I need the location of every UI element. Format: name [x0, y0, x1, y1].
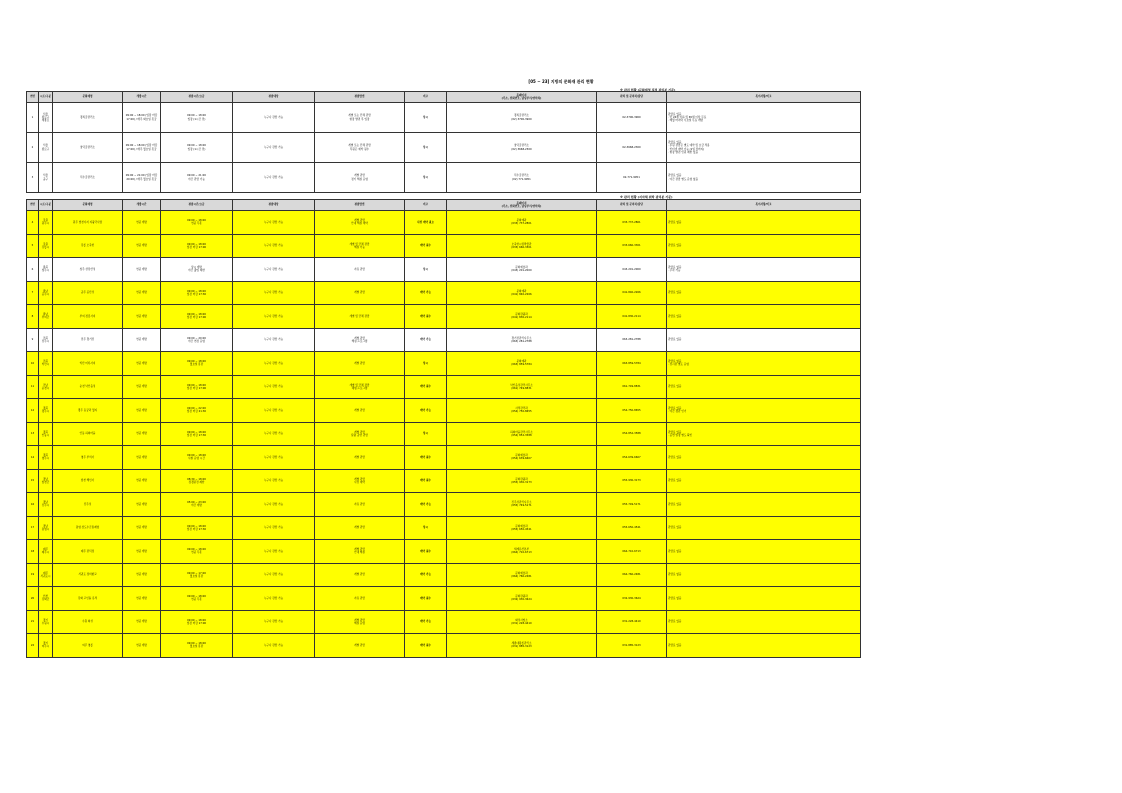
cell-method: 개별 및 단체 관람: [315, 305, 405, 329]
table-row: [27, 563, 861, 587]
column-header-region: 시도/구분: [39, 92, 53, 103]
cell-site-name: 덕수궁관리소: [53, 163, 123, 193]
cell-method: 개별 관람: [315, 516, 405, 540]
table-row: [27, 281, 861, 305]
cell-row-number: 1: [27, 103, 39, 133]
column-header-remarks: 특이사항/비고: [667, 92, 861, 103]
cell-homepage: 세종대왕릉관리소 (031) 885-3123: [447, 634, 597, 658]
cell-hours: 09:00 ~ 21:00 야간 관람 가능: [161, 163, 233, 193]
cell-open-period: 연중 개방: [123, 328, 161, 352]
cell-region: 강원 강릉시: [39, 234, 53, 258]
cell-region: 전남 순천시: [39, 375, 53, 399]
cell-note: 예약 필수: [405, 469, 447, 493]
cell-region: 충남 부여군: [39, 305, 53, 329]
cell-method: 개별 및 단체 관람 해설 가능: [315, 234, 405, 258]
cell-homepage: 낙안읍성관리사무소 (061) 749-8831: [447, 375, 597, 399]
table-row: [27, 234, 861, 258]
table-direct: [26, 91, 861, 193]
table-row: [27, 540, 861, 564]
cell-method: 개별 관람: [315, 634, 405, 658]
cell-homepage: 문화관광과 (032) 930-3624: [447, 587, 597, 611]
cell-contact: 061-749-8831: [597, 375, 667, 399]
cell-method: 개별 관람: [315, 352, 405, 376]
cell-audience: 누구나 관람 가능: [233, 375, 315, 399]
cell-region: 제주 제주시: [39, 540, 53, 564]
cell-site-name: 제주 관덕정: [53, 540, 123, 564]
cell-method: 자유 관람: [315, 258, 405, 282]
cell-note: 상시: [405, 103, 447, 133]
table-row: [27, 328, 861, 352]
cell-row-number: 20: [27, 587, 39, 611]
cell-row-number: 2: [27, 133, 39, 163]
cell-audience: 누구나 관람 가능: [233, 258, 315, 282]
cell-open-period: 연중 개방: [123, 563, 161, 587]
cell-row-number: 6: [27, 258, 39, 282]
cell-site-name: 강화 고인돌 유적: [53, 587, 123, 611]
cell-row-number: 21: [27, 610, 39, 634]
cell-region: 경기 수원시: [39, 610, 53, 634]
table-row: [27, 258, 861, 282]
cell-audience: 누구나 관람 가능: [233, 587, 315, 611]
cell-note: 예약 필수: [405, 375, 447, 399]
cell-hours: 09:00 ~ 18:00 입장 마감 17:00: [161, 305, 233, 329]
cell-audience: 누구나 관람 가능: [233, 610, 315, 634]
cell-note: 상시: [405, 352, 447, 376]
cell-site-name: 부여 정림사지: [53, 305, 123, 329]
cell-open-period: 09:00 ~ 18:00 (입장 마감 17:00) / 매주 화요일 휴궁: [123, 103, 161, 133]
cell-note: 예약 필수: [405, 634, 447, 658]
cell-row-number: 4: [27, 211, 39, 235]
cell-site-name: 경주 동궁과 월지: [53, 399, 123, 423]
cell-method: 개별 관람: [315, 281, 405, 305]
cell-region: 경북 경주시: [39, 399, 53, 423]
cell-method: 자유 관람: [315, 493, 405, 517]
cell-hours: 09:00 ~ 18:00 입장 (1시간 전): [161, 103, 233, 133]
cell-hours: 09:00 ~ 18:00 연중 무휴: [161, 211, 233, 235]
table-row: [27, 493, 861, 517]
column-header-contact: 관리 및 문의처/담당: [597, 92, 667, 103]
cell-remarks: 관람료 있음 · 공연 일정 별도 확인: [667, 422, 861, 446]
column-header-region: 시도/구분: [39, 200, 53, 211]
cell-row-number: 9: [27, 328, 39, 352]
cell-method: 개별 관람 사전 예약: [315, 469, 405, 493]
column-header-contact: 관리 및 문의처/담당: [597, 200, 667, 211]
cell-contact: 064-760-2481: [597, 563, 667, 587]
table-row: [27, 610, 861, 634]
cell-contact: 054-852-3588: [597, 422, 667, 446]
cell-contact: 031-885-3123: [597, 634, 667, 658]
cell-homepage: 경복궁관리소 (02) 3700-3900: [447, 103, 597, 133]
table-row: [27, 469, 861, 493]
cell-audience: 누구나 관람 가능: [233, 103, 315, 133]
table-row: [27, 103, 861, 133]
cell-note: 상시: [405, 163, 447, 193]
cell-open-period: 연중 개방: [123, 281, 161, 305]
cell-hours: 09:00 ~ 18:00 입장 마감 17:00: [161, 234, 233, 258]
cell-note: 상시: [405, 133, 447, 163]
cell-audience: 누구나 관람 가능: [233, 634, 315, 658]
cell-method: 개별 관람 안내 해설: [315, 540, 405, 564]
cell-region: 경기 여주시: [39, 634, 53, 658]
cell-remarks: 관람료 없음: [667, 563, 861, 587]
cell-homepage: 문화재과 (033) 737-2801: [447, 211, 597, 235]
cell-remarks: 관람료 있음: [667, 305, 861, 329]
cell-remarks: 관람료 있음: [667, 469, 861, 493]
cell-remarks: 관람료 있음: [667, 516, 861, 540]
cell-site-name: 영주 부석사: [53, 446, 123, 470]
column-header-homepage: 홈페이지 (주소, 전화번호, 담당부서/연락처): [447, 92, 597, 103]
column-header-open-period: 개방시간: [123, 200, 161, 211]
cell-hours: 09:00 ~ 18:00 입장 마감 17:30: [161, 516, 233, 540]
cell-note: 예약 필수: [405, 234, 447, 258]
cell-open-period: 연중 개방: [123, 469, 161, 493]
cell-remarks: 관람료 있음 · 만 24세 이하 및 65세 이상 무료 · 매월 마지막 수요일 무료 개방: [667, 103, 861, 133]
cell-audience: 누구나 관람 가능: [233, 352, 315, 376]
column-header-audience: 관람대상: [233, 92, 315, 103]
cell-remarks: 관람료 없음: [667, 587, 861, 611]
cell-hours: 09:00 ~ 18:00 연중 무휴: [161, 540, 233, 564]
cell-open-period: 연중 개방: [123, 305, 161, 329]
cell-open-period: 연중 개방: [123, 610, 161, 634]
cell-note: 예약 가능: [405, 281, 447, 305]
column-header-hours: 관람시간/요금: [161, 92, 233, 103]
cell-homepage: 오죽헌시립박물관 (033) 660-3301: [447, 234, 597, 258]
cell-contact: 02-3668-2300: [597, 133, 667, 163]
cell-note: 사전 예약 필요: [405, 211, 447, 235]
cell-note: 예약 필수: [405, 587, 447, 611]
cell-row-number: 15: [27, 469, 39, 493]
cell-contact: 063-859-5784: [597, 352, 667, 376]
cell-remarks: 관람료 있음 · 야간 관람 별도 운영 없음: [667, 163, 861, 193]
cell-audience: 누구나 관람 가능: [233, 493, 315, 517]
table-row: [27, 211, 861, 235]
table-delegated: [26, 199, 861, 658]
cell-region: 강원 원주시: [39, 211, 53, 235]
cell-homepage: 세계유산본부 (064) 710-6713: [447, 540, 597, 564]
cell-region: 경남 진주시: [39, 493, 53, 517]
cell-note: 예약 필수: [405, 446, 447, 470]
column-header-site-name: 문화재명: [53, 92, 123, 103]
column-header-note: 비고: [405, 200, 447, 211]
cell-contact: 055-650-4541: [597, 516, 667, 540]
cell-method: 개별 관람 탈춤 공연 관람: [315, 422, 405, 446]
cell-contact: 031-228-4410: [597, 610, 667, 634]
column-header-hours: 관람시간/요금: [161, 200, 233, 211]
cell-method: 개별 관람 해설 운영: [315, 610, 405, 634]
cell-open-period: 연중 개방: [123, 234, 161, 258]
cell-remarks: 관람료 있음: [667, 328, 861, 352]
cell-audience: 누구나 관람 가능: [233, 133, 315, 163]
table-row: [27, 587, 861, 611]
cell-hours: 09:00 ~ 18:00 입장 마감 17:30: [161, 281, 233, 305]
table-row: [27, 133, 861, 163]
cell-contact: 063-281-2788: [597, 328, 667, 352]
table-row: [27, 375, 861, 399]
cell-site-name: 전주 경기전: [53, 328, 123, 352]
cell-row-number: 17: [27, 516, 39, 540]
cell-method: 개별 관람: [315, 563, 405, 587]
cell-hours: 09:00 ~ 17:00 월요일 휴관: [161, 563, 233, 587]
cell-open-period: 연중 개방: [123, 375, 161, 399]
cell-method: 개별 관람: [315, 446, 405, 470]
cell-row-number: 18: [27, 540, 39, 564]
cell-site-name: 순천 낙안읍성: [53, 375, 123, 399]
cell-site-name: 강릉 오죽헌: [53, 234, 123, 258]
cell-region: 제주 서귀포시: [39, 563, 53, 587]
table-row: [27, 352, 861, 376]
cell-note: 상시: [405, 516, 447, 540]
cell-open-period: 연중 개방: [123, 540, 161, 564]
cell-region: 인천 강화군: [39, 587, 53, 611]
cell-site-name: 여주 영릉: [53, 634, 123, 658]
cell-contact: 054-750-8655: [597, 399, 667, 423]
column-header-row-number: 연번: [27, 92, 39, 103]
section-heading-1: ※ 관리 현황 (문화재청 직접 관리분 기준): [620, 88, 676, 92]
cell-open-period: 09:00 ~ 21:00 (입장 마감 20:00) / 매주 월요일 휴궁: [123, 163, 161, 193]
cell-site-name: 진주성: [53, 493, 123, 517]
cell-open-period: 연중 개방: [123, 634, 161, 658]
cell-remarks: 관람료 있음: [667, 634, 861, 658]
cell-open-period: 연중 개방: [123, 211, 161, 235]
cell-hours: 09:00 ~ 18:00 입장 마감 17:00: [161, 375, 233, 399]
cell-hours: 09:00 ~ 18:00 사찰 운영 시간: [161, 446, 233, 470]
cell-hours: 09:00 ~ 22:00 입장 마감 21:30: [161, 399, 233, 423]
cell-site-name: 수원 화성: [53, 610, 123, 634]
cell-site-name: 창덕궁관리소: [53, 133, 123, 163]
cell-open-period: 09:00 ~ 18:00 (입장 마감 17:00) / 매주 월요일 휴궁: [123, 133, 161, 163]
cell-homepage: 문화예술과 (055) 650-4541: [447, 516, 597, 540]
cell-remarks: 관람료 있음: [667, 234, 861, 258]
cell-row-number: 11: [27, 375, 39, 399]
cell-hours: 09:00 ~ 18:00 연중 무휴: [161, 587, 233, 611]
cell-audience: 누구나 관람 가능: [233, 516, 315, 540]
cell-region: 서울 종로구 세종로: [39, 103, 53, 133]
cell-note: 예약 필수: [405, 305, 447, 329]
cell-row-number: 10: [27, 352, 39, 376]
cell-remarks: 관람료 없음 · 주차 가능: [667, 258, 861, 282]
cell-homepage: 화성사업소 (031) 228-4410: [447, 610, 597, 634]
cell-homepage: 문화예술과 (043) 201-2000: [447, 258, 597, 282]
cell-contact: 054-639-6607: [597, 446, 667, 470]
cell-audience: 누구나 관람 가능: [233, 399, 315, 423]
page-title: [05 ~ 23] 지방의 문화재 관리 현황: [528, 79, 594, 84]
cell-remarks: 관람료 있음: [667, 446, 861, 470]
cell-contact: 055-749-5171: [597, 493, 667, 517]
cell-homepage: 경기전관리사무소 (063) 281-2788: [447, 328, 597, 352]
cell-row-number: 13: [27, 422, 39, 446]
column-header-audience: 관람대상: [233, 200, 315, 211]
cell-audience: 누구나 관람 가능: [233, 163, 315, 193]
cell-audience: 누구나 관람 가능: [233, 281, 315, 305]
cell-method: 개별 또는 단체 관람 후원은 예약 필수: [315, 133, 405, 163]
cell-hours: 09:00 ~ 18:00 월요일 휴관: [161, 634, 233, 658]
cell-site-name: 익산 미륵사지: [53, 352, 123, 376]
cell-audience: 누구나 관람 가능: [233, 234, 315, 258]
cell-site-name: 서귀포 정의향교: [53, 563, 123, 587]
cell-hours: 상시 개방 야간 출입 제한: [161, 258, 233, 282]
cell-note: 상시: [405, 422, 447, 446]
cell-audience: 누구나 관람 가능: [233, 540, 315, 564]
cell-note: 예약 가능: [405, 610, 447, 634]
table-row: [27, 516, 861, 540]
table-row: [27, 305, 861, 329]
cell-contact: 041-840-2266: [597, 281, 667, 305]
column-header-method: 관람방법: [315, 92, 405, 103]
cell-method: 개별 관람 해설 프로그램: [315, 328, 405, 352]
cell-note: 예약 가능: [405, 563, 447, 587]
cell-open-period: 연중 개방: [123, 422, 161, 446]
cell-remarks: 관람료 있음 · 야간 경관 인기: [667, 399, 861, 423]
cell-remarks: 관람료 있음: [667, 493, 861, 517]
cell-contact: 033-737-2801: [597, 211, 667, 235]
cell-note: 예약 필수: [405, 540, 447, 564]
cell-method: 개별 및 단체 관람 체험 프로그램: [315, 375, 405, 399]
cell-audience: 누구나 관람 가능: [233, 563, 315, 587]
cell-row-number: 7: [27, 281, 39, 305]
cell-site-name: 경복궁관리소: [53, 103, 123, 133]
cell-row-number: 12: [27, 399, 39, 423]
cell-open-period: 연중 개방: [123, 516, 161, 540]
cell-region: 서울 종로구: [39, 133, 53, 163]
cell-hours: 09:00 ~ 18:00 월요일 휴관: [161, 352, 233, 376]
cell-method: 개별 관람 안내 해설 예약: [315, 211, 405, 235]
cell-hours: 08:30 ~ 18:00 장경판전 제한: [161, 469, 233, 493]
cell-contact: 055-930-3173: [597, 469, 667, 493]
cell-open-period: 연중 개방: [123, 399, 161, 423]
cell-note: 예약 가능: [405, 493, 447, 517]
cell-region: 서울 중구: [39, 163, 53, 193]
cell-remarks: 관람료 있음: [667, 281, 861, 305]
cell-row-number: 8: [27, 305, 39, 329]
cell-row-number: 22: [27, 634, 39, 658]
cell-region: 전북 익산시: [39, 352, 53, 376]
cell-site-name: 원주 법천사지 지광국사탑: [53, 211, 123, 235]
cell-open-period: 연중 개방: [123, 587, 161, 611]
cell-homepage: 하회마을관리사무소 (054) 852-3588: [447, 422, 597, 446]
cell-contact: 064-710-6713: [597, 540, 667, 564]
cell-row-number: 19: [27, 563, 39, 587]
cell-hours: 09:00 ~ 18:00 입장 마감 17:30: [161, 422, 233, 446]
cell-row-number: 3: [27, 163, 39, 193]
cell-open-period: 연중 개방: [123, 446, 161, 470]
cell-row-number: 16: [27, 493, 39, 517]
cell-region: 충남 공주시: [39, 281, 53, 305]
cell-homepage: 문화관광과 (055) 930-3173: [447, 469, 597, 493]
cell-region: 경남 통영시: [39, 516, 53, 540]
table-row: [27, 422, 861, 446]
cell-site-name: 합천 해인사: [53, 469, 123, 493]
column-header-remarks: 특이사항/비고: [667, 200, 861, 211]
cell-audience: 누구나 관람 가능: [233, 469, 315, 493]
cell-homepage: 문화재과 (041) 840-2266: [447, 281, 597, 305]
cell-remarks: 관람료 있음 · 후원 관람은 별도 예약 및 요금 적용 · 인터넷 예약 가능 (1일 전까지) · 현장 발권 인원 제한 있음: [667, 133, 861, 163]
cell-row-number: 5: [27, 234, 39, 258]
cell-remarks: 관람료 없음 · 전시관 별도 운영: [667, 352, 861, 376]
cell-contact: 02-771-9951: [597, 163, 667, 193]
cell-homepage: 문화재과 (063) 859-5784: [447, 352, 597, 376]
cell-homepage: 문화예술과 (054) 639-6607: [447, 446, 597, 470]
cell-audience: 누구나 관람 가능: [233, 211, 315, 235]
cell-homepage: 사적관리과 (054) 750-8655: [447, 399, 597, 423]
cell-homepage: 문화예술과 (064) 760-2481: [447, 563, 597, 587]
cell-contact: 02-3700-3900: [597, 103, 667, 133]
cell-contact: 033-660-3301: [597, 234, 667, 258]
cell-hours: 09:00 ~ 20:00 야간 연장 운영: [161, 328, 233, 352]
column-header-site-name: 문화재명: [53, 200, 123, 211]
cell-contact: 032-930-3624: [597, 587, 667, 611]
cell-contact: 041-830-2114: [597, 305, 667, 329]
table-row: [27, 446, 861, 470]
table-row: [27, 163, 861, 193]
cell-hours: 09:00 ~ 18:00 입장 (1시간 전): [161, 133, 233, 163]
cell-remarks: 관람료 있음: [667, 375, 861, 399]
column-header-method: 관람방법: [315, 200, 405, 211]
cell-audience: 누구나 관람 가능: [233, 446, 315, 470]
cell-hours: 05:00 ~ 23:00 야간 개방: [161, 493, 233, 517]
cell-note: 상시: [405, 258, 447, 282]
cell-remarks: 관람료 있음: [667, 610, 861, 634]
cell-row-number: 14: [27, 446, 39, 470]
table-row: [27, 399, 861, 423]
column-header-row-number: 연번: [27, 200, 39, 211]
table-row: [27, 634, 861, 658]
cell-audience: 누구나 관람 가능: [233, 422, 315, 446]
cell-note: 예약 가능: [405, 399, 447, 423]
cell-hours: 09:00 ~ 18:00 입장 마감 17:00: [161, 610, 233, 634]
cell-remarks: 관람료 없음: [667, 211, 861, 235]
cell-site-name: 통영 삼도수군통제영: [53, 516, 123, 540]
cell-open-period: 연중 개방: [123, 352, 161, 376]
cell-open-period: 연중 개방: [123, 258, 161, 282]
cell-remarks: 관람료 없음: [667, 540, 861, 564]
cell-region: 경북 안동시: [39, 422, 53, 446]
cell-homepage: 문화관광과 (041) 830-2114: [447, 305, 597, 329]
column-header-homepage: 홈페이지 (주소, 전화번호, 담당부서/연락처): [447, 200, 597, 211]
section-heading-2: ※ 관리 현황 (지자체 위탁 관리분 기준): [620, 195, 673, 199]
cell-audience: 누구나 관람 가능: [233, 328, 315, 352]
column-header-note: 비고: [405, 92, 447, 103]
cell-method: 개별 관람 정기 해설 운영: [315, 163, 405, 193]
cell-homepage: 덕수궁관리소 (02) 771-9951: [447, 163, 597, 193]
column-header-open-period: 개방시간: [123, 92, 161, 103]
cell-site-name: 안동 하회마을: [53, 422, 123, 446]
cell-method: 자유 관람: [315, 587, 405, 611]
cell-region: 충북 청주시: [39, 258, 53, 282]
cell-region: 경북 영주시: [39, 446, 53, 470]
cell-region: 전북 전주시: [39, 328, 53, 352]
cell-homepage: 진주성관리사무소 (055) 749-5171: [447, 493, 597, 517]
cell-site-name: 공주 공산성: [53, 281, 123, 305]
cell-open-period: 연중 개방: [123, 493, 161, 517]
cell-site-name: 청주 상당산성: [53, 258, 123, 282]
cell-note: 예약 가능: [405, 328, 447, 352]
cell-method: 개별 관람: [315, 399, 405, 423]
cell-method: 개별 또는 단체 관람 현장 발권 후 입장: [315, 103, 405, 133]
cell-contact: 043-201-2000: [597, 258, 667, 282]
cell-homepage: 창덕궁관리소 (02) 3668-2300: [447, 133, 597, 163]
cell-region: 경남 합천군: [39, 469, 53, 493]
cell-audience: 누구나 관람 가능: [233, 305, 315, 329]
